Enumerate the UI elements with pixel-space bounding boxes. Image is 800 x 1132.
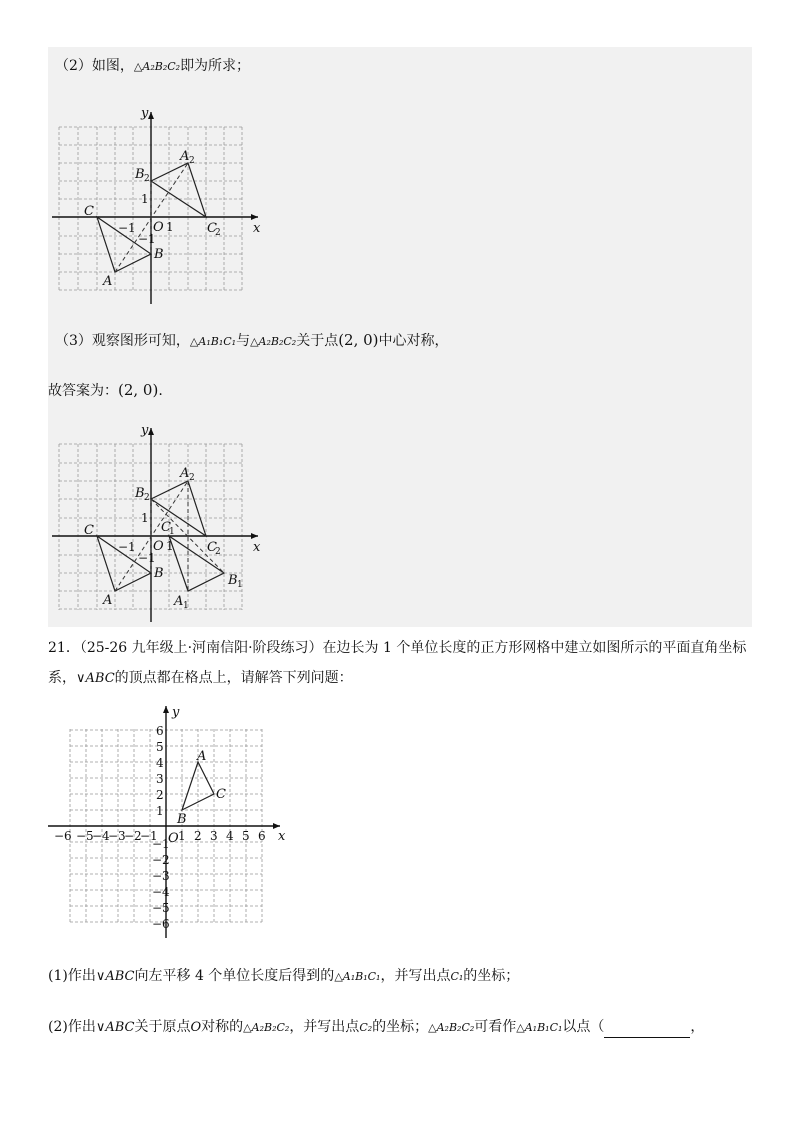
part2-prefix: （2）如图，: [55, 58, 134, 74]
q21-part2-about-origin: 关于原点: [134, 1019, 191, 1035]
part3-with: 与: [236, 333, 251, 349]
fig3-ytick-neg3: −3: [152, 869, 170, 883]
part3-line: [55, 330, 449, 352]
fig3-xtick-neg2: −2: [124, 829, 142, 843]
fig1-label-A2: A: [180, 149, 190, 164]
fig1-tick-neg1y: −1: [138, 232, 156, 246]
fig2-tick-1x: 1: [166, 539, 174, 553]
fig3-xtick-1: 1: [178, 829, 186, 843]
fig2-label-C1: C: [161, 520, 171, 535]
fig3-ytick-neg2: −2: [152, 853, 170, 867]
fig3-xtick-neg6: −6: [54, 829, 72, 843]
fig2-label-B1: B: [228, 573, 238, 588]
fig1-tick-neg1x: −1: [118, 221, 136, 235]
q21-line1: 21．（25-26 九年级上·河南信阳·阶段练习）在边长为 1 个单位长度的正方形网格中建立如图所示的平面直角坐标: [48, 640, 747, 656]
fig3-ytick-neg4: −4: [152, 885, 170, 899]
fig3-y-label: y: [172, 705, 180, 720]
fig3-ytick-neg6: −6: [152, 917, 170, 931]
q21-part2-suffix: ，: [690, 1019, 705, 1035]
fig2-label-B: B: [154, 566, 164, 581]
part3-triangle2: △A₂B₂C₂: [250, 335, 297, 348]
fig1-tick-1y: 1: [141, 192, 149, 206]
fig3-origin: O: [168, 831, 179, 846]
fig1-sub-C2: 2: [215, 228, 221, 238]
fig2-sub-B1: 1: [237, 580, 243, 590]
part3-triangle1: △A₁B₁C₁: [189, 335, 237, 348]
fig1-label-B: B: [154, 247, 164, 262]
fig3-ytick-neg5: −5: [152, 901, 170, 915]
fig3-ytick-1: 1: [156, 804, 164, 818]
fig3-label-A: A: [197, 749, 207, 764]
fig3-xtick-neg1: −1: [140, 829, 158, 843]
fig1-sub-B2: 2: [144, 174, 150, 184]
fig1-x-label: x: [253, 221, 261, 236]
fig2-sub-C1: 1: [169, 527, 175, 537]
fig3-xtick-3: 3: [210, 829, 218, 843]
fig3-xtick-6: 6: [258, 829, 266, 843]
fig3-ytick-4: 4: [156, 756, 164, 770]
fig2-sub-A1: 1: [183, 601, 189, 611]
fig2-label-B2: B: [135, 486, 145, 501]
q21-line2: [48, 668, 353, 689]
figure-3: [45, 700, 290, 945]
fig1-label-B2: B: [135, 167, 145, 182]
fig1-sub-A2: 2: [189, 156, 195, 166]
q21-part2-symmetric: 对称的: [201, 1019, 244, 1035]
fig2-y-label: y: [141, 425, 149, 438]
fig3-y-arrow: [163, 706, 169, 713]
q21-part2-point-C2: C₂: [359, 1021, 373, 1034]
q21-part1-point-C1: C₁: [450, 970, 464, 983]
q21-part2-by-point: 以点（: [562, 1019, 605, 1035]
fig1-label-A: A: [103, 274, 113, 289]
fig2-label-A: A: [103, 593, 113, 608]
fig3-label-C: C: [216, 787, 226, 802]
answer-prefix: 故答案为：: [48, 383, 118, 399]
q21-part1-triangle: ∨ABC: [95, 969, 135, 984]
fig3-ytick-5: 5: [156, 740, 164, 754]
fig1-axes: [52, 112, 258, 304]
fig2-tick-1y: 1: [141, 511, 149, 525]
fig2-label-C: C: [84, 523, 94, 538]
fig2-sub-A2: 2: [189, 473, 195, 483]
fig3-xtick-4: 4: [226, 829, 234, 843]
fig1-label-C2: C: [207, 221, 217, 236]
fig2-x-label: x: [253, 540, 261, 555]
q21-part1-write-point: ，并写出点: [380, 968, 451, 984]
fig1-x-arrow: [251, 214, 258, 220]
fig1-y-label: y: [141, 106, 149, 121]
q21-part2-can-be-seen: 可看作: [474, 1019, 517, 1035]
q21-line2-prefix: 系，: [48, 670, 76, 686]
answer-suffix: .: [158, 383, 163, 399]
figure-2: [52, 425, 267, 625]
q21-line2-triangle: ∨ABC: [76, 671, 115, 686]
fig2-label-A2: A: [180, 466, 190, 481]
fig2-axes: [52, 428, 258, 622]
fig1-tick-1x: 1: [166, 220, 174, 234]
q21-part1-translate-text: 向左平移 4 个单位长度后得到的: [134, 968, 335, 984]
q21-part2-write-point: ，并写出点: [289, 1019, 360, 1035]
fig2-tick-neg1x: −1: [118, 540, 136, 554]
fig3-ytick-neg1: −1: [152, 837, 170, 851]
fig3-xtick-neg3: −3: [108, 829, 126, 843]
q21-part1-result-triangle: △A₁B₁C₁: [334, 970, 381, 983]
q21-part2-prefix: (2)作出: [48, 1019, 96, 1035]
fig1-y-arrow: [148, 112, 154, 119]
fig2-sub-C2: 2: [215, 547, 221, 557]
fig3-xtick-2: 2: [194, 829, 202, 843]
fig3-xtick-5: 5: [242, 829, 250, 843]
fig2-label-C2: C: [207, 540, 217, 555]
part3-suffix: 中心对称，: [378, 333, 449, 349]
figure-1: [52, 105, 267, 305]
fig3-xtick-neg5: −5: [76, 829, 94, 843]
fig3-ytick-3: 3: [156, 772, 164, 786]
fig2-label-A1: A: [174, 594, 184, 609]
fig3-ytick-6: 6: [156, 724, 164, 738]
fig2-tick-neg1y: −1: [138, 551, 156, 565]
answer-blank[interactable]: [604, 1023, 690, 1038]
answer-line: [48, 380, 163, 401]
part3-prefix: （3）观察图形可知，: [55, 333, 190, 349]
q21-part2: [48, 1017, 704, 1038]
fig3-label-B: B: [177, 812, 187, 827]
q21-part1-prefix: (1)作出: [48, 968, 96, 984]
q21-part2-coordinate-text: 的坐标；: [372, 1019, 429, 1035]
fig2-sub-B2: 2: [144, 493, 150, 503]
fig1-origin: O: [153, 220, 164, 235]
fig2-x-arrow: [251, 533, 258, 539]
q21-part1: [48, 966, 519, 987]
q21-part2-triangle: ∨ABC: [95, 1020, 135, 1035]
fig3-xtick-neg4: −4: [92, 829, 110, 843]
q21-part1-suffix: 的坐标；: [463, 968, 520, 984]
part3-about-point: 关于点: [296, 333, 339, 349]
part3-center-point: (2, 0): [338, 331, 379, 349]
q21-part2-triangle-3: △A₁B₁C₁: [516, 1021, 563, 1034]
fig3-x-label: x: [278, 829, 286, 844]
part2-suffix: 即为所求；: [180, 58, 251, 74]
q21-part2-result-triangle: △A₂B₂C₂: [243, 1021, 290, 1034]
fig2-origin: O: [153, 539, 164, 554]
fig3-ytick-2: 2: [156, 788, 164, 802]
fig1-label-C: C: [84, 204, 94, 219]
q21-line2-suffix: 的顶点都在格点上，请解答下列问题：: [114, 670, 353, 686]
part2-triangle: △A₂B₂C₂: [133, 60, 181, 73]
part2-line: [55, 56, 250, 77]
q21-part2-triangle-2: △A₂B₂C₂: [428, 1021, 475, 1034]
answer-value: (2, 0): [118, 381, 159, 399]
fig2-y-arrow: [148, 428, 154, 435]
q21-part2-origin-O: O: [190, 1020, 202, 1035]
